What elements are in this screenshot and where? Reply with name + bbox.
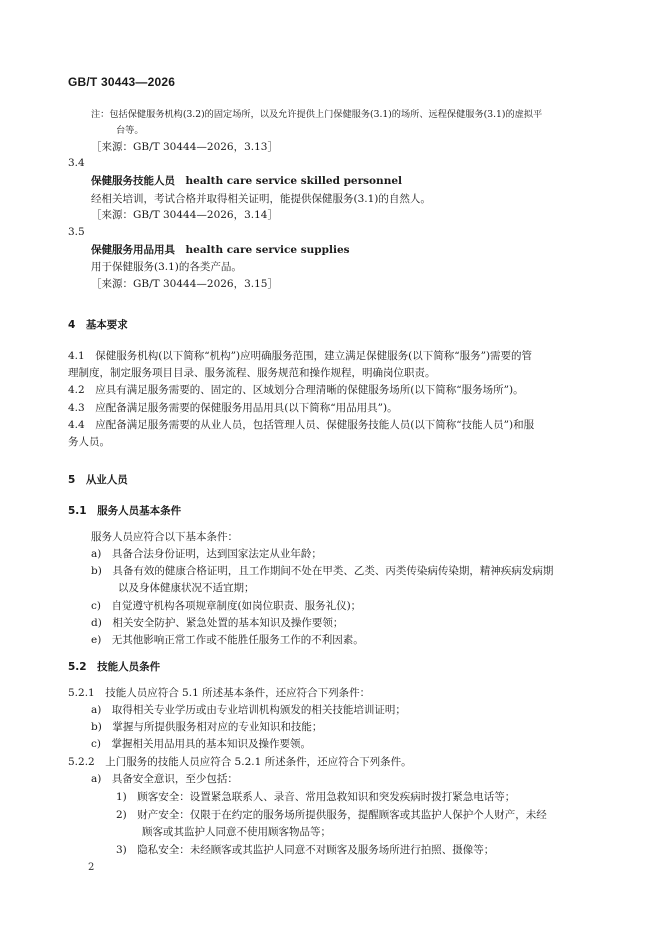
term-3-4-zh: 保健服务技能人员 [91,175,175,187]
list-item-5-2-2-a-1: 1) 顾客安全：设置紧急联系人、录音、常用急救知识和突发疾病时拨打紧急电话等； [116,791,516,803]
list-item-5-1-d: d) 相关安全防护、紧急处置的基本知识及操作要领； [91,617,344,629]
definition-number-3-4: 3.4 [68,157,85,169]
clause-5-2-1: 5.2.1 技能人员应符合 5.1 所述基本条件，还应符合下列条件： [68,687,371,699]
clause-5-1-intro: 服务人员应符合以下基本条件： [91,531,238,543]
source-3-13: ［来源：GB/T 30444—2026，3.13］ [91,141,278,153]
clause-5-2-2: 5.2.2 上门服务的技能人员应符合 5.2.1 所述条件，还应符合下列条件。 [68,756,412,768]
list-item-5-1-a: a) 具备合法身份证明，达到国家法定从业年龄； [91,548,322,560]
list-item-5-2-2-a: a) 具备安全意识，至少包括： [91,773,238,785]
term-3-5-en: health care service supplies [185,244,350,256]
list-item-5-2-1-a: a) 取得相关专业学历或由专业培训机构颁发的相关技能培训证明； [91,704,406,716]
definition-number-3-5: 3.5 [68,226,85,238]
clause-4-4-line-2: 务人员。 [68,436,110,448]
clause-4-3: 4.3 应配备满足服务需要的保健服务用品用具(以下简称“用品用具”)。 [68,402,398,414]
list-item-5-2-2-a-2-line-1: 2) 财产安全：仅限于在约定的服务场所提供服务，提醒顾客或其监护人保护个人财产，未经 [116,809,547,821]
page-number: 2 [88,862,95,873]
definition-3-5: 用于保健服务(3.1)的各类产品。 [91,261,242,273]
clause-4-1-line-2: 理制度，制定服务项目目录、服务流程、服务规范和操作规程，明确岗位职责。 [68,367,436,379]
note-line-2: 台等。 [116,125,144,136]
term-3-4 [91,174,402,188]
source-3-14: ［来源：GB/T 30444—2026，3.14］ [91,209,278,221]
clause-4-1-line-1: 4.1 保健服务机构(以下简称“机构”)应明确服务范围，建立满足保健服务(以下简称“服务”)需要的管 [68,350,533,362]
list-item-5-1-b-line-1: b) 具备有效的健康合格证明，且工作期间不处在甲类、乙类、丙类传染病传染期，精神疾病发病期 [91,565,554,577]
list-item-5-1-e: e) 无其他影响正常工作或不能胜任服务工作的不利因素。 [91,634,364,646]
section-5-heading: 5 从业人员 [68,474,128,486]
list-item-5-2-1-b: b) 掌握与所提供服务相对应的专业知识和技能； [91,721,323,733]
standard-code-header: GB/T 30443—2026 [68,75,176,89]
subsection-5-1-heading: 5.1 服务人员基本条件 [68,505,182,517]
clause-4-2: 4.2 应具有满足服务需要的、固定的、区域划分合理清晰的保健服务场所(以下简称“服务场所”)。 [68,384,524,396]
definition-3-4: 经相关培训，考试合格并取得相关证明，能提供保健服务(3.1)的自然人。 [91,193,431,205]
term-3-5-zh: 保健服务用品用具 [91,244,175,256]
section-4-heading: 4 基本要求 [68,319,128,331]
subsection-5-2-heading: 5.2 技能人员条件 [68,661,161,673]
list-item-5-2-1-c: c) 掌握相关用品用具的基本知识及操作要领。 [91,738,311,750]
source-3-15: ［来源：GB/T 30444—2026，3.15］ [91,278,278,290]
list-item-5-2-2-a-3: 3) 隐私安全：未经顾客或其监护人同意不对顾客及服务场所进行拍照、摄像等； [116,844,495,856]
list-item-5-1-b-line-2: 以及身体健康状况不适宜期； [118,582,255,594]
clause-4-4-line-1: 4.4 应配备满足服务需要的从业人员，包括管理人员、保健服务技能人员(以下简称“技能人员”)和服 [68,419,535,431]
term-3-5 [91,243,350,257]
list-item-5-2-2-a-2-line-2: 顾客或其监护人同意不使用顾客物品等； [142,826,331,838]
note-line-1: 注：包括保健服务机构(3.2)的固定场所，以及允许提供上门保健服务(3.1)的场所、远程保健服务(3.1)的虚拟平 [91,109,543,120]
list-item-5-1-c: c) 自觉遵守机构各项规章制度(如岗位职责、服务礼仪)； [91,600,362,612]
term-3-4-en: health care service skilled personnel [185,175,402,187]
